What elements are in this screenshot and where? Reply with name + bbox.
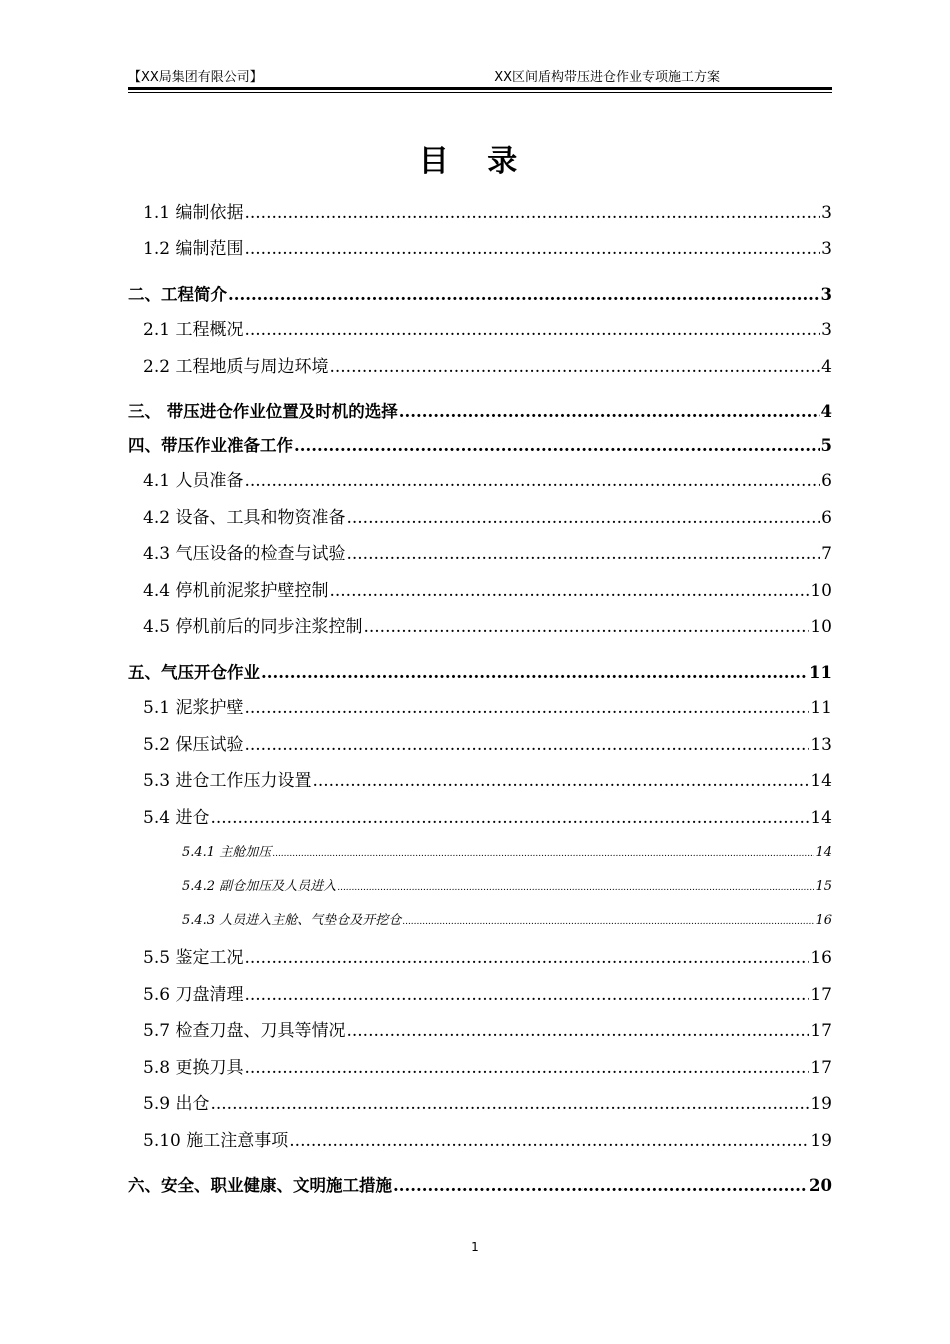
toc-entry-page: 16: [810, 948, 832, 968]
toc-leader: [244, 471, 820, 491]
toc-entry-page: 17: [810, 1021, 832, 1041]
toc-title: 目 录: [418, 144, 532, 179]
toc-leader: [329, 357, 820, 377]
toc-entry-page: 20: [809, 1176, 832, 1195]
toc-entry-label: 2.1 工程概况: [143, 320, 244, 340]
toc-leader: [210, 808, 809, 828]
toc-leader: [244, 239, 820, 259]
toc-entry-page: 10: [810, 617, 832, 637]
toc-entry-2-2[interactable]: [143, 352, 832, 376]
toc-entry-1-1[interactable]: [143, 198, 832, 222]
toc-entry-5-3[interactable]: [143, 766, 832, 790]
toc-entry-label: 5.10 施工注意事项: [143, 1131, 289, 1151]
toc-entry-label: 六、安全、职业健康、文明施工措施: [128, 1176, 392, 1195]
toc-entry-page: 3: [821, 203, 832, 223]
toc-entry-page: 3: [821, 320, 832, 340]
toc-entry-chapter-6[interactable]: [128, 1172, 832, 1196]
toc-entry-5-5[interactable]: [143, 943, 832, 967]
toc-entry-page: 16: [815, 913, 832, 928]
toc-entry-label: 5.9 出仓: [143, 1094, 210, 1114]
toc-leader: [244, 203, 820, 223]
toc-entry-5-4-2[interactable]: [182, 875, 832, 895]
toc-leader: [244, 1058, 809, 1078]
toc-entry-chapter-2[interactable]: [128, 281, 832, 305]
toc-entry-page: 19: [810, 1094, 832, 1114]
toc-entry-4-3[interactable]: [143, 539, 832, 563]
toc-entry-4-2[interactable]: [143, 503, 832, 527]
toc-entry-label: 5.4 进仓: [143, 808, 210, 828]
toc-entry-page: 19: [810, 1131, 832, 1151]
toc-entry-page: 6: [821, 508, 832, 528]
toc-entry-label: 5.5 鉴定工况: [143, 948, 244, 968]
toc-leader: [402, 917, 814, 927]
page-header: [128, 66, 832, 86]
toc-entry-4-1[interactable]: [143, 466, 832, 490]
toc-entry-label: 1.1 编制依据: [143, 203, 244, 223]
toc-entry-page: 4: [820, 402, 832, 421]
toc-leader: [261, 663, 808, 682]
toc-entry-page: 13: [810, 735, 832, 755]
toc-entry-1-2[interactable]: [143, 234, 832, 258]
toc-entry-page: 5: [820, 436, 832, 455]
toc-entry-page: 17: [810, 1058, 832, 1078]
toc-entry-5-8[interactable]: [143, 1053, 832, 1077]
toc-entry-page: 11: [809, 663, 832, 682]
header-rule-thin: [128, 92, 832, 93]
toc-leader: [346, 1021, 809, 1041]
toc-entry-5-6[interactable]: [143, 980, 832, 1004]
toc-entry-label: 二、工程简介: [128, 285, 227, 304]
toc-entry-5-7[interactable]: [143, 1016, 832, 1040]
header-rule-thick: [128, 87, 832, 90]
toc-entry-chapter-4[interactable]: [128, 432, 832, 456]
toc-entry-page: 14: [810, 771, 832, 791]
toc-entry-5-4-1[interactable]: [182, 841, 832, 861]
toc-entry-label: 4.2 设备、工具和物资准备: [143, 508, 346, 528]
toc-leader: [346, 544, 820, 564]
toc-leader: [337, 883, 814, 893]
toc-entry-5-4-3[interactable]: [182, 909, 832, 929]
toc-leader: [244, 320, 820, 340]
toc-entry-label: 五、气压开仓作业: [128, 663, 260, 682]
toc-entry-label: 5.4.3 人员进入主舱、气垫仓及开挖仓: [182, 913, 402, 928]
toc-entry-page: 10: [810, 581, 832, 601]
toc-leader: [329, 581, 809, 601]
page-number: 1: [471, 1240, 479, 1254]
toc-entry-label: 5.2 保压试验: [143, 735, 244, 755]
toc-entry-chapter-3[interactable]: [128, 398, 832, 422]
toc-entry-page: 7: [821, 544, 832, 564]
toc-entry-label: 4.1 人员准备: [143, 471, 244, 491]
toc-entry-label: 5.7 检查刀盘、刀具等情况: [143, 1021, 346, 1041]
toc-entry-page: 14: [810, 808, 832, 828]
toc-leader: [244, 948, 809, 968]
toc-entry-label: 4.5 停机前后的同步注浆控制: [143, 617, 363, 637]
toc-entry-label: 四、带压作业准备工作: [128, 436, 293, 455]
toc-entry-label: 5.1 泥浆护壁: [143, 698, 244, 718]
toc-leader: [393, 1176, 808, 1195]
toc-leader: [346, 508, 820, 528]
toc-entry-page: 3: [820, 285, 832, 304]
toc-leader: [363, 617, 809, 637]
toc-entry-page: 15: [815, 879, 832, 894]
toc-entry-page: 4: [821, 357, 832, 377]
toc-entry-label: 1.2 编制范围: [143, 239, 244, 259]
toc-entry-page: 17: [810, 985, 832, 1005]
toc-entry-label: 5.4.1 主舱加压: [182, 845, 272, 860]
toc-entry-2-1[interactable]: [143, 315, 832, 339]
toc-leader: [228, 285, 820, 304]
toc-entry-label: 4.4 停机前泥浆护壁控制: [143, 581, 329, 601]
toc-entry-chapter-5[interactable]: [128, 659, 832, 683]
toc-entry-page: 6: [821, 471, 832, 491]
toc-leader: [312, 771, 809, 791]
toc-leader: [294, 436, 820, 455]
toc-leader: [210, 1094, 809, 1114]
toc-entry-4-5[interactable]: [143, 612, 832, 636]
toc-entry-label: 5.3 进仓工作压力设置: [143, 771, 312, 791]
toc-entry-page: 11: [810, 698, 832, 718]
toc-leader: [272, 849, 814, 859]
toc-entry-5-1[interactable]: [143, 693, 832, 717]
toc-entry-label: 2.2 工程地质与周边环境: [143, 357, 329, 377]
toc-entry-4-4[interactable]: [143, 576, 832, 600]
toc-leader: [244, 698, 809, 718]
toc-leader: [289, 1131, 809, 1151]
toc-entry-5-2[interactable]: [143, 730, 832, 754]
toc-entry-5-9[interactable]: [143, 1089, 832, 1113]
toc-entry-label: 5.4.2 副仓加压及人员进入: [182, 879, 337, 894]
toc-entry-label: 5.6 刀盘清理: [143, 985, 244, 1005]
toc-leader: [244, 985, 809, 1005]
toc-entry-5-10[interactable]: [143, 1126, 832, 1150]
header-doc-title: XX区间盾构带压进仓作业专项施工方案: [494, 70, 720, 85]
toc-leader: [244, 735, 809, 755]
toc-entry-label: 三、 带压进仓作业位置及时机的选择: [128, 402, 398, 421]
toc-leader: [399, 402, 820, 421]
toc-entry-5-4[interactable]: [143, 803, 832, 827]
toc-entry-label: 5.8 更换刀具: [143, 1058, 244, 1078]
toc-entry-page: 14: [815, 845, 832, 860]
header-company: 【XX局集团有限公司】: [128, 70, 263, 85]
toc-entry-label: 4.3 气压设备的检查与试验: [143, 544, 346, 564]
toc-entry-page: 3: [821, 239, 832, 259]
